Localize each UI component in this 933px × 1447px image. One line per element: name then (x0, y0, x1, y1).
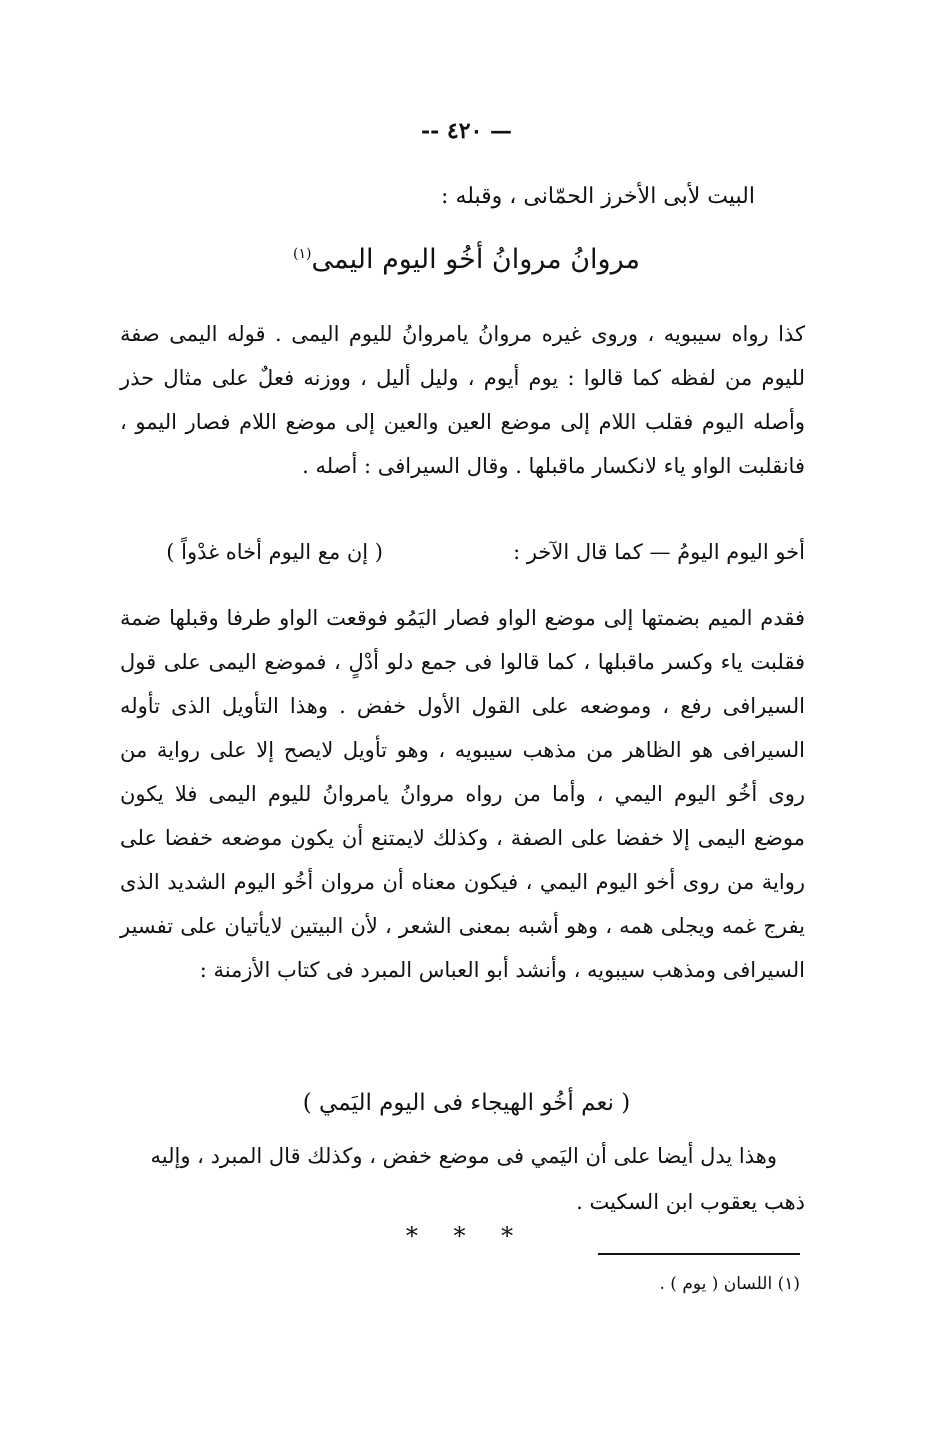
verse-one (0, 244, 933, 275)
paragraph-three-end: ذهب يعقوب ابن السكيت . (576, 1190, 805, 1214)
section-separator: * * * (405, 1222, 528, 1250)
verse-two: ( نعم أخُو الهيجاء فى اليوم اليَمي ) (302, 1090, 631, 1116)
paragraph-three: وهذا يدل أيضا على أن اليَمي فى موضع خفض ، وكذلك قال المبرد ، وإليه (150, 1144, 777, 1168)
paragraph-two: فقدم الميم بضمتها إلى موضع الواو فصار اليَمُو فوقعت الواو طرفا وقبلها ضمة فقلبت ياء وكسر ماقبلها ، كما قالوا فى جمع دلو أدْلٍ ، فموضع اليمى على قول السيرافى رفع ، وموضعه على القول الأول خفض . وهذا التأويل الذى تأوله السيرافى هو الظاهر من مذهب سيبويه ، وهو تأويل لايصح إلا على رواية من روى أخُو اليوم اليمي ، وأما من رواه مروانُ يامروانُ لليوم اليمى فلا يكون موضع اليمى إلا خفضا على الصفة ، وكذلك لايمتنع أن يكون موضعه خفضا على رواية من روى أخو اليوم اليمي ، فيكون معناه أن مروان أخُو اليوم الشديد الذى يفرج غمه ويجلى همه ، وهو أشبه بمعنى الشعر ، لأن البيتين لايأتيان على تفسير السيرافى ومذهب سيبويه ، وأنشد أبو العباس المبرد فى كتاب الأزمنة : (120, 606, 805, 982)
verse-one-text: مروانُ مروانُ أخُو اليوم اليمى (311, 244, 640, 275)
quote-right: أخو اليوم اليومُ — كما قال الآخر : (513, 540, 805, 564)
page-number: -- ٤٢٠ — (420, 118, 513, 144)
footnote: (١) اللسان ( يوم ) . (659, 1274, 800, 1294)
quote-left: ( إن مع اليوم أخاه غدْواً ) (166, 540, 383, 564)
footnote-marker: (١) (293, 246, 312, 262)
paragraph-one: كذا رواه سيبويه ، وروى غيره مروانُ يامروانُ لليوم اليمى . قوله اليمى صفة لليوم من لفظه كما قالوا : يوم أيوم ، وليل أليل ، ووزنه فعلٌ على مثال حذر وأصله اليوم فقلب اللام إلى موضع العين والعين إلى موضع اللام فصار اليمو ، فانقلبت الواو ياء لانكسار ماقبلها . وقال السيرافى : أصله . (120, 322, 805, 478)
footnote-divider (598, 1253, 800, 1255)
intro-line: البيت لأبى الأخرز الحمّانى ، وقبله : (441, 184, 755, 209)
